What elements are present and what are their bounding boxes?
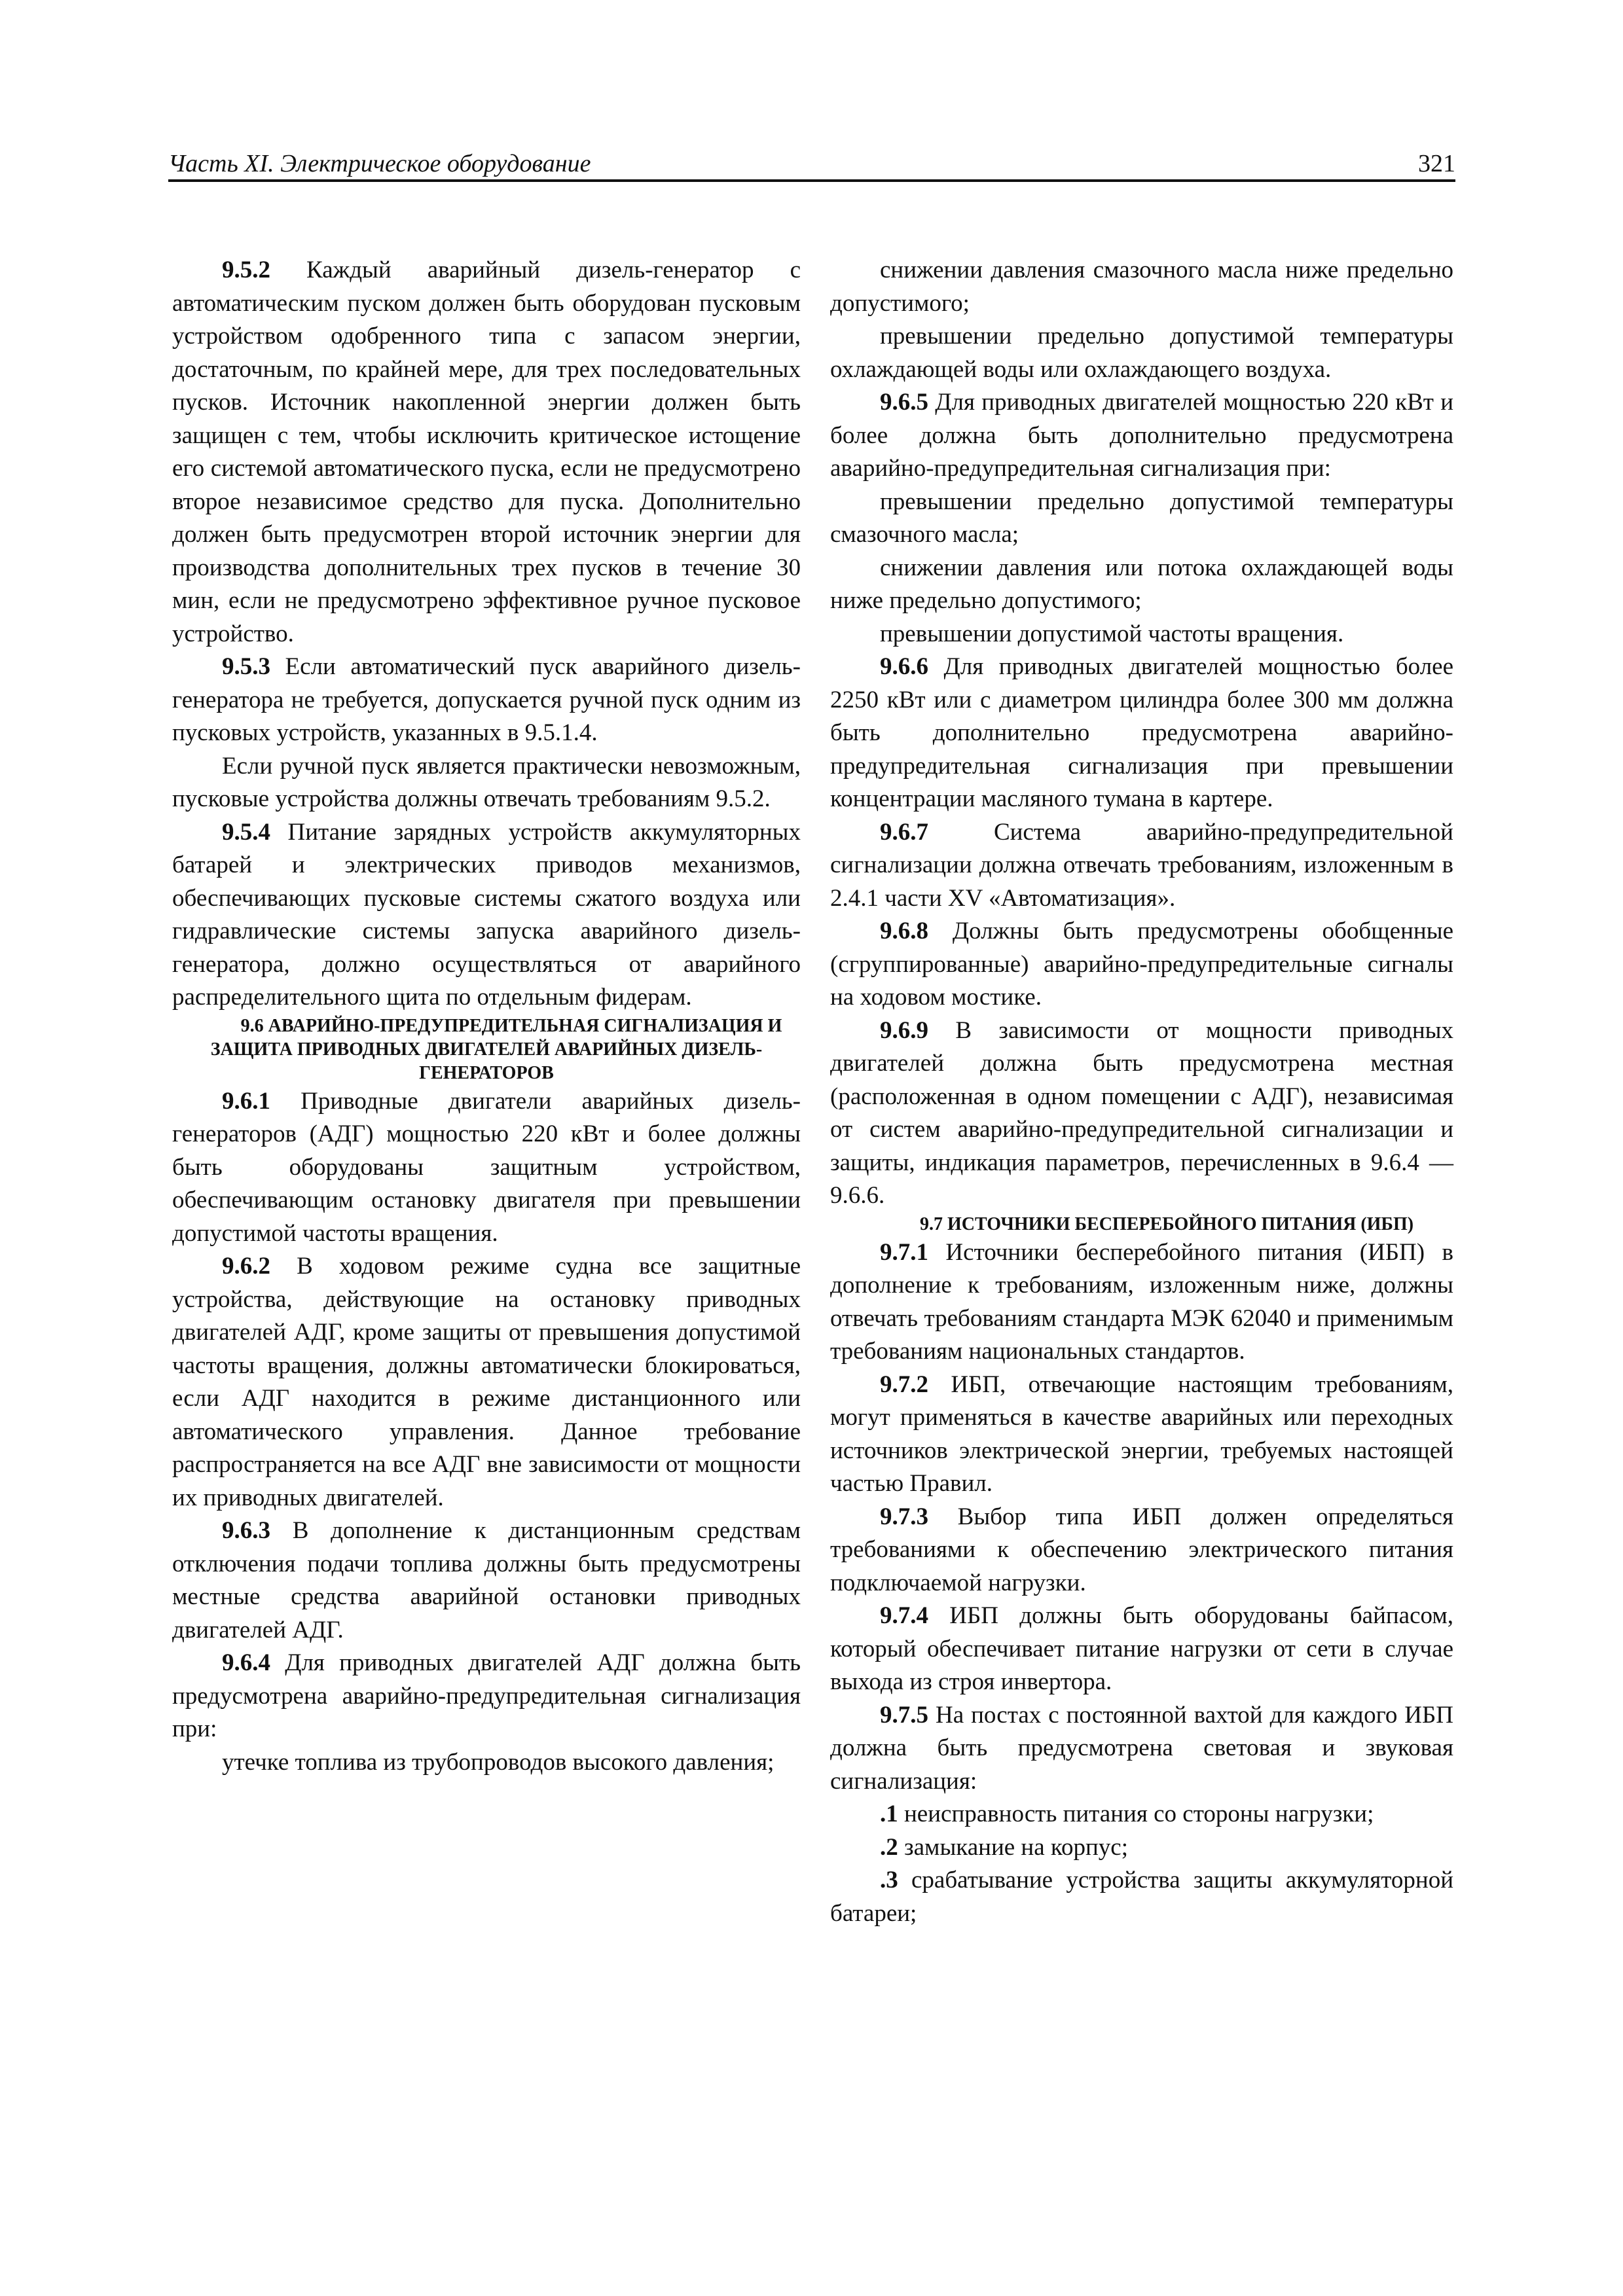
paragraph-text: Система аварийно-предупредительной сигнализации должна отвечать требованиям, изложенным в 2.4.1 части XV «Автоматизация». bbox=[830, 818, 1453, 912]
section-heading-9-7: 9.7 ИСТОЧНИКИ БЕСПЕРЕБОЙНОГО ПИТАНИЯ (ИБП) bbox=[919, 1213, 1414, 1234]
clause-number: 9.7.5 bbox=[880, 1701, 928, 1729]
clause-number: 9.5.3 bbox=[222, 653, 270, 680]
paragraph-text: В зависимости от мощности приводных двигателей должна быть предусмотрена местная (расположенная в одном помещении с АДГ), независимая от систем аварийно-предупредительной сигнализации и защиты, индикация параметров, перечисленных в 9.6.4 — 9.6.6. bbox=[830, 1016, 1453, 1209]
clause-number: 9.5.4 bbox=[222, 818, 270, 846]
clause-number: 9.7.3 bbox=[880, 1503, 928, 1530]
clause-number: 9.6.8 bbox=[880, 918, 928, 944]
paragraph-9-6-8 bbox=[830, 915, 1453, 1014]
paragraph-text: Источники бесперебойного питания (ИБП) в дополнение к требованиям, изложенным ниже, должны отвечать требованиям стандарта МЭК 62040 и применимым требованиям национальных стандартов. bbox=[830, 1238, 1453, 1365]
list-item-3 bbox=[830, 1864, 1453, 1930]
paragraph-9-5-3-continued: Если ручной пуск является практически невозможным, пусковые устройства должны отвечать требованиям 9.5.2. bbox=[172, 752, 801, 812]
list-item: превышении предельно допустимой температуры охлаждающей воды или охлаждающего воздуха. bbox=[830, 323, 1453, 383]
list-item: снижении давления смазочного масла ниже предельно допустимого; bbox=[830, 257, 1453, 317]
header-divider bbox=[168, 179, 1455, 182]
paragraph-text: Выбор типа ИБП должен определяться требованиями к обеспечению электрического питания подключаемой нагрузки. bbox=[830, 1503, 1453, 1596]
clause-number: 9.6.1 bbox=[222, 1087, 270, 1115]
paragraph-9-7-2 bbox=[830, 1369, 1453, 1501]
paragraph-text: Если автоматический пуск аварийного дизель-генератора не требуется, допускается ручной пуск одним из пусковых устройств, указанных в 9.5.1.4. bbox=[172, 653, 801, 746]
clause-number: 9.7.4 bbox=[880, 1602, 928, 1629]
list-item-2 bbox=[830, 1831, 1453, 1865]
paragraph-9-6-2 bbox=[172, 1250, 801, 1515]
paragraph-9-6-6 bbox=[830, 651, 1453, 816]
paragraph-text: Приводные двигатели аварийных дизель-генераторов (АДГ) мощностью 220 кВт и более должны быть оборудованы защитным устройством, обеспечивающим остановку двигателя при превышении допустимой частоты вращения. bbox=[172, 1087, 801, 1247]
clause-number: 9.6.9 bbox=[880, 1016, 928, 1044]
clause-number: 9.6.2 bbox=[222, 1253, 270, 1280]
paragraph-text: Для приводных двигателей мощностью более 2250 кВт или с диаметром цилиндра более 300 мм должна быть дополнительно предусмотрена аварийно-предупредительная сигнализация при превышении концентрации масляного тумана в картере. bbox=[830, 653, 1453, 812]
paragraph-text: ИБП должны быть оборудованы байпасом, который обеспечивает питание нагрузки от сети в случае выхода из строя инвертора. bbox=[830, 1602, 1453, 1695]
paragraph-text: Для приводных двигателей АДГ должна быть предусмотрена аварийно-предупредительная сигнализация при: bbox=[172, 1649, 801, 1742]
list-item: снижении давления или потока охлаждающей воды ниже предельно допустимого; bbox=[830, 554, 1453, 614]
paragraph-9-6-4 bbox=[172, 1647, 801, 1746]
paragraph-text: В ходовом режиме судна все защитные устройства, действующие на остановку приводных двигателей АДГ, кроме защиты от превышения допустимой частоты вращения, должны автоматически блокироваться, если АДГ находится в режиме дистанционного или автоматического управления. Данное требование распространяется на все АДГ вне зависимости от мощности их приводных двигателей. bbox=[172, 1253, 801, 1511]
clause-number: 9.6.3 bbox=[222, 1517, 270, 1544]
paragraph-text: На постах с постоянной вахтой для каждого ИБП должна быть предусмотрена световая и звуковая сигнализация: bbox=[830, 1701, 1453, 1795]
paragraph-9-6-9 bbox=[830, 1014, 1453, 1213]
page-header bbox=[168, 148, 1455, 179]
item-text: срабатывание устройства защиты аккумуляторной батареи; bbox=[830, 1867, 1453, 1927]
paragraph-9-5-2 bbox=[172, 254, 801, 651]
paragraph-9-6-3 bbox=[172, 1515, 801, 1647]
clause-number: 9.6.7 bbox=[880, 818, 928, 846]
clause-number: 9.6.5 bbox=[880, 389, 928, 416]
list-item: превышении предельно допустимой температуры смазочного масла; bbox=[830, 488, 1453, 548]
paragraph-9-6-5 bbox=[830, 386, 1453, 486]
paragraph-9-7-5 bbox=[830, 1699, 1453, 1799]
paragraph-9-7-4 bbox=[830, 1600, 1453, 1699]
paragraph-9-6-7 bbox=[830, 816, 1453, 916]
clause-number: 9.6.6 bbox=[880, 653, 928, 680]
paragraph-9-6-1 bbox=[172, 1085, 801, 1251]
paragraph-text: Для приводных двигателей мощностью 220 кВт и более должна быть дополнительно предусмотрена аварийно-предупредительная сигнализация при: bbox=[830, 389, 1453, 482]
clause-number: 9.6.4 bbox=[222, 1649, 270, 1676]
clause-number: 9.7.2 bbox=[880, 1371, 928, 1398]
running-title: Часть XI. Электрическое оборудование bbox=[168, 150, 591, 177]
right-column bbox=[830, 254, 1453, 1930]
paragraph-text: Питание зарядных устройств аккумуляторных батарей и электрических приводов механизмов, обеспечивающих пусковые системы сжатого воздуха или гидравлические системы запуска аварийного дизель-генератора, должно осуществляться от аварийного распределительного щита по отдельным фидерам. bbox=[172, 818, 801, 1011]
item-text: неисправность питания со стороны нагрузки; bbox=[898, 1801, 1374, 1827]
clause-number: 9.7.1 bbox=[880, 1238, 928, 1266]
item-number: .2 bbox=[880, 1833, 898, 1861]
section-heading-9-6: 9.6 АВАРИЙНО-ПРЕДУПРЕДИТЕЛЬНАЯ СИГНАЛИЗАЦИЯ И ЗАЩИТА ПРИВОДНЫХ ДВИГАТЕЛЕЙ АВАРИЙНЫХ ДИЗЕЛЬ-ГЕНЕРАТОРОВ bbox=[210, 1015, 782, 1083]
list-item: утечке топлива из трубопроводов высокого давления; bbox=[222, 1748, 775, 1776]
paragraph-text: ИБП, отвечающие настоящим требованиям, могут применяться в качестве аварийных или переходных источников электрической энергии, требуемых настоящей частью Правил. bbox=[830, 1371, 1453, 1497]
paragraph-text: Должны быть предусмотрены обобщенные (сгруппированные) аварийно-предупредительные сигналы на ходовом мостике. bbox=[830, 918, 1453, 1011]
paragraph-9-5-4 bbox=[172, 816, 801, 1014]
paragraph-9-7-3 bbox=[830, 1501, 1453, 1600]
paragraph-text: Каждый аварийный дизель-генератор с автоматическим пуском должен быть оборудован пусковым устройством одобренного типа с запасом энергии, достаточным, по крайней мере, для трех последовательных пусков. Источник накопленной энергии должен быть защищен с тем, чтобы исключить критическое истощение его системой автоматического пуска, если не предусмотрено второе независимое средство для пуска. Дополнительно должен быть предусмотрен второй источник энергии для производства дополнительных трех пусков в течение 30 мин, если не предусмотрено эффективное ручное пусковое устройство. bbox=[172, 257, 801, 647]
paragraph-9-5-3 bbox=[172, 651, 801, 750]
clause-number: 9.5.2 bbox=[222, 257, 270, 283]
list-item: превышении допустимой частоты вращения. bbox=[880, 620, 1344, 647]
paragraph-9-7-1 bbox=[830, 1236, 1453, 1369]
left-column bbox=[172, 254, 801, 1779]
page-number: 321 bbox=[1418, 150, 1455, 177]
item-text: замыкание на корпус; bbox=[898, 1833, 1128, 1861]
item-number: .1 bbox=[880, 1801, 898, 1827]
paragraph-text: В дополнение к дистанционным средствам отключения подачи топлива должны быть предусмотрены местные средства аварийной остановки приводных двигателей АДГ. bbox=[172, 1517, 801, 1643]
list-item-1 bbox=[830, 1798, 1453, 1831]
item-number: .3 bbox=[880, 1867, 898, 1893]
